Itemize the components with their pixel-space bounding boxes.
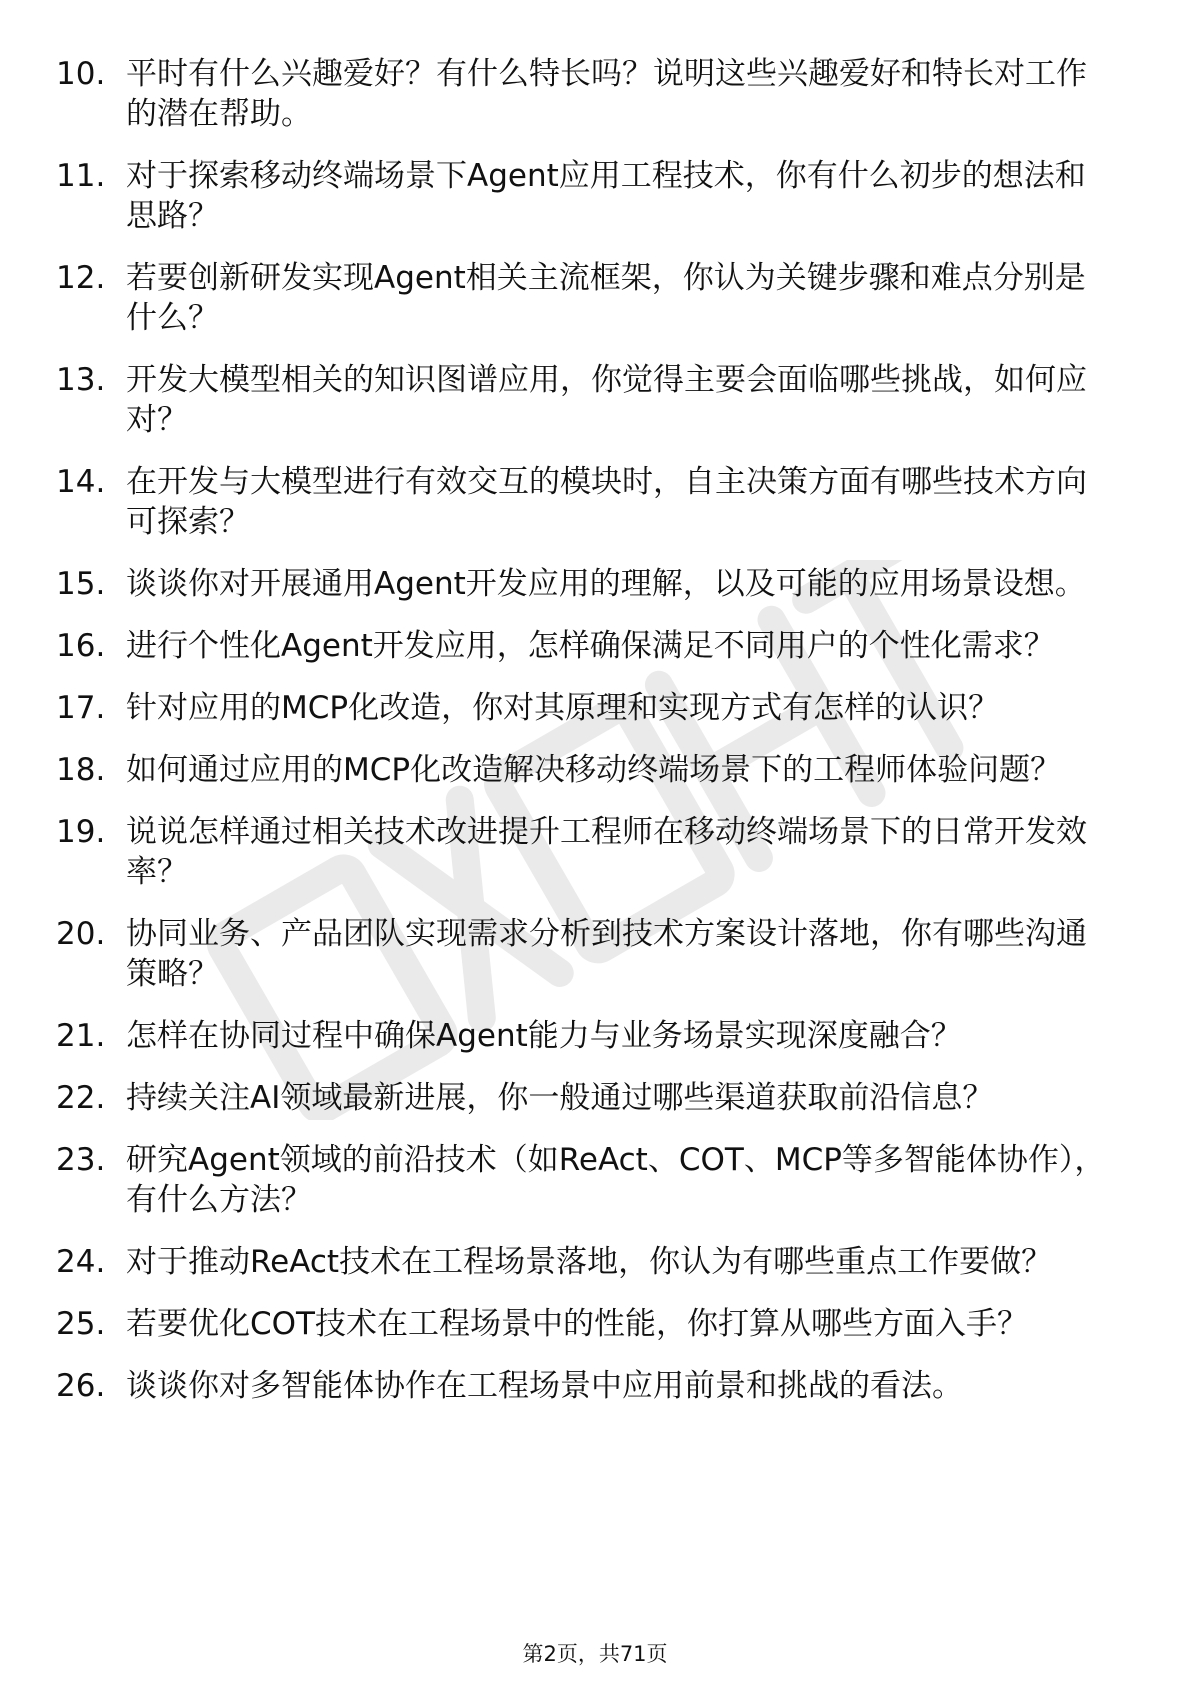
- question-text: 谈谈你对开展通用Agent开发应用的理解，以及可能的应用场景设想。: [126, 566, 1086, 602]
- list-item: [56, 626, 1116, 666]
- question-number: 17.: [56, 690, 106, 726]
- question-text: 如何通过应用的MCP化改造解决移动终端场景下的工程师体验问题？: [126, 752, 1062, 788]
- question-number: 20.: [56, 916, 106, 952]
- question-number: 13.: [56, 362, 106, 398]
- question-text: 平时有什么兴趣爱好？有什么特长吗？说明这些兴趣爱好和特长对工作的潜在帮助。: [126, 56, 1087, 132]
- question-text: 对于探索移动终端场景下Agent应用工程技术，你有什么初步的想法和思路？: [126, 158, 1086, 234]
- question-number: 26.: [56, 1368, 106, 1404]
- list-item: [56, 1304, 1116, 1344]
- question-list: [56, 54, 1116, 1428]
- question-text: 说说怎样通过相关技术改进提升工程师在移动终端场景下的日常开发效率？: [126, 814, 1087, 890]
- question-number: 14.: [56, 464, 106, 500]
- question-number: 16.: [56, 628, 106, 664]
- question-number: 12.: [56, 260, 106, 296]
- page-number-footer: 第2页，共71页: [522, 1642, 668, 1666]
- list-item: [56, 688, 1116, 728]
- question-text: 进行个性化Agent开发应用，怎样确保满足不同用户的个性化需求？: [126, 628, 1055, 664]
- list-item: [56, 1140, 1116, 1220]
- list-item: [56, 1242, 1116, 1282]
- question-number: 24.: [56, 1244, 106, 1280]
- question-number: 15.: [56, 566, 106, 602]
- list-item: [56, 156, 1116, 236]
- question-text: 怎样在协同过程中确保Agent能力与业务场景实现深度融合？: [126, 1018, 962, 1054]
- question-number: 22.: [56, 1080, 106, 1116]
- question-number: 21.: [56, 1018, 106, 1054]
- list-item: [56, 564, 1116, 604]
- question-number: 19.: [56, 814, 106, 850]
- question-text: 在开发与大模型进行有效交互的模块时，自主决策方面有哪些技术方向可探索？: [126, 464, 1087, 540]
- list-item: [56, 1366, 1116, 1406]
- question-number: 10.: [56, 56, 106, 92]
- list-item: [56, 1016, 1116, 1056]
- list-item: [56, 750, 1116, 790]
- list-item: [56, 54, 1116, 134]
- question-text: 谈谈你对多智能体协作在工程场景中应用前景和挑战的看法。: [126, 1368, 963, 1404]
- question-text: 若要创新研发实现Agent相关主流框架，你认为关键步骤和难点分别是什么？: [126, 260, 1086, 336]
- question-text: 若要优化COT技术在工程场景中的性能，你打算从哪些方面入手？: [126, 1306, 1028, 1342]
- list-item: [56, 812, 1116, 892]
- question-number: 11.: [56, 158, 106, 194]
- list-item: [56, 914, 1116, 994]
- question-text: 协同业务、产品团队实现需求分析到技术方案设计落地，你有哪些沟通策略？: [126, 916, 1087, 992]
- question-number: 25.: [56, 1306, 106, 1342]
- question-text: 对于推动ReAct技术在工程场景落地，你认为有哪些重点工作要做？: [126, 1244, 1053, 1280]
- question-number: 18.: [56, 752, 106, 788]
- question-text: 开发大模型相关的知识图谱应用，你觉得主要会面临哪些挑战，如何应对？: [126, 362, 1087, 438]
- question-text: 针对应用的MCP化改造，你对其原理和实现方式有怎样的认识？: [126, 690, 1000, 726]
- list-item: [56, 258, 1116, 338]
- list-item: [56, 1078, 1116, 1118]
- question-text: 持续关注AI领域最新进展，你一般通过哪些渠道获取前沿信息？: [126, 1080, 994, 1116]
- question-text: 研究Agent领域的前沿技术（如ReAct、COT、MCP等多智能体协作），有什么方法？: [126, 1142, 1106, 1218]
- question-number: 23.: [56, 1142, 106, 1178]
- list-item: [56, 360, 1116, 440]
- list-item: [56, 462, 1116, 542]
